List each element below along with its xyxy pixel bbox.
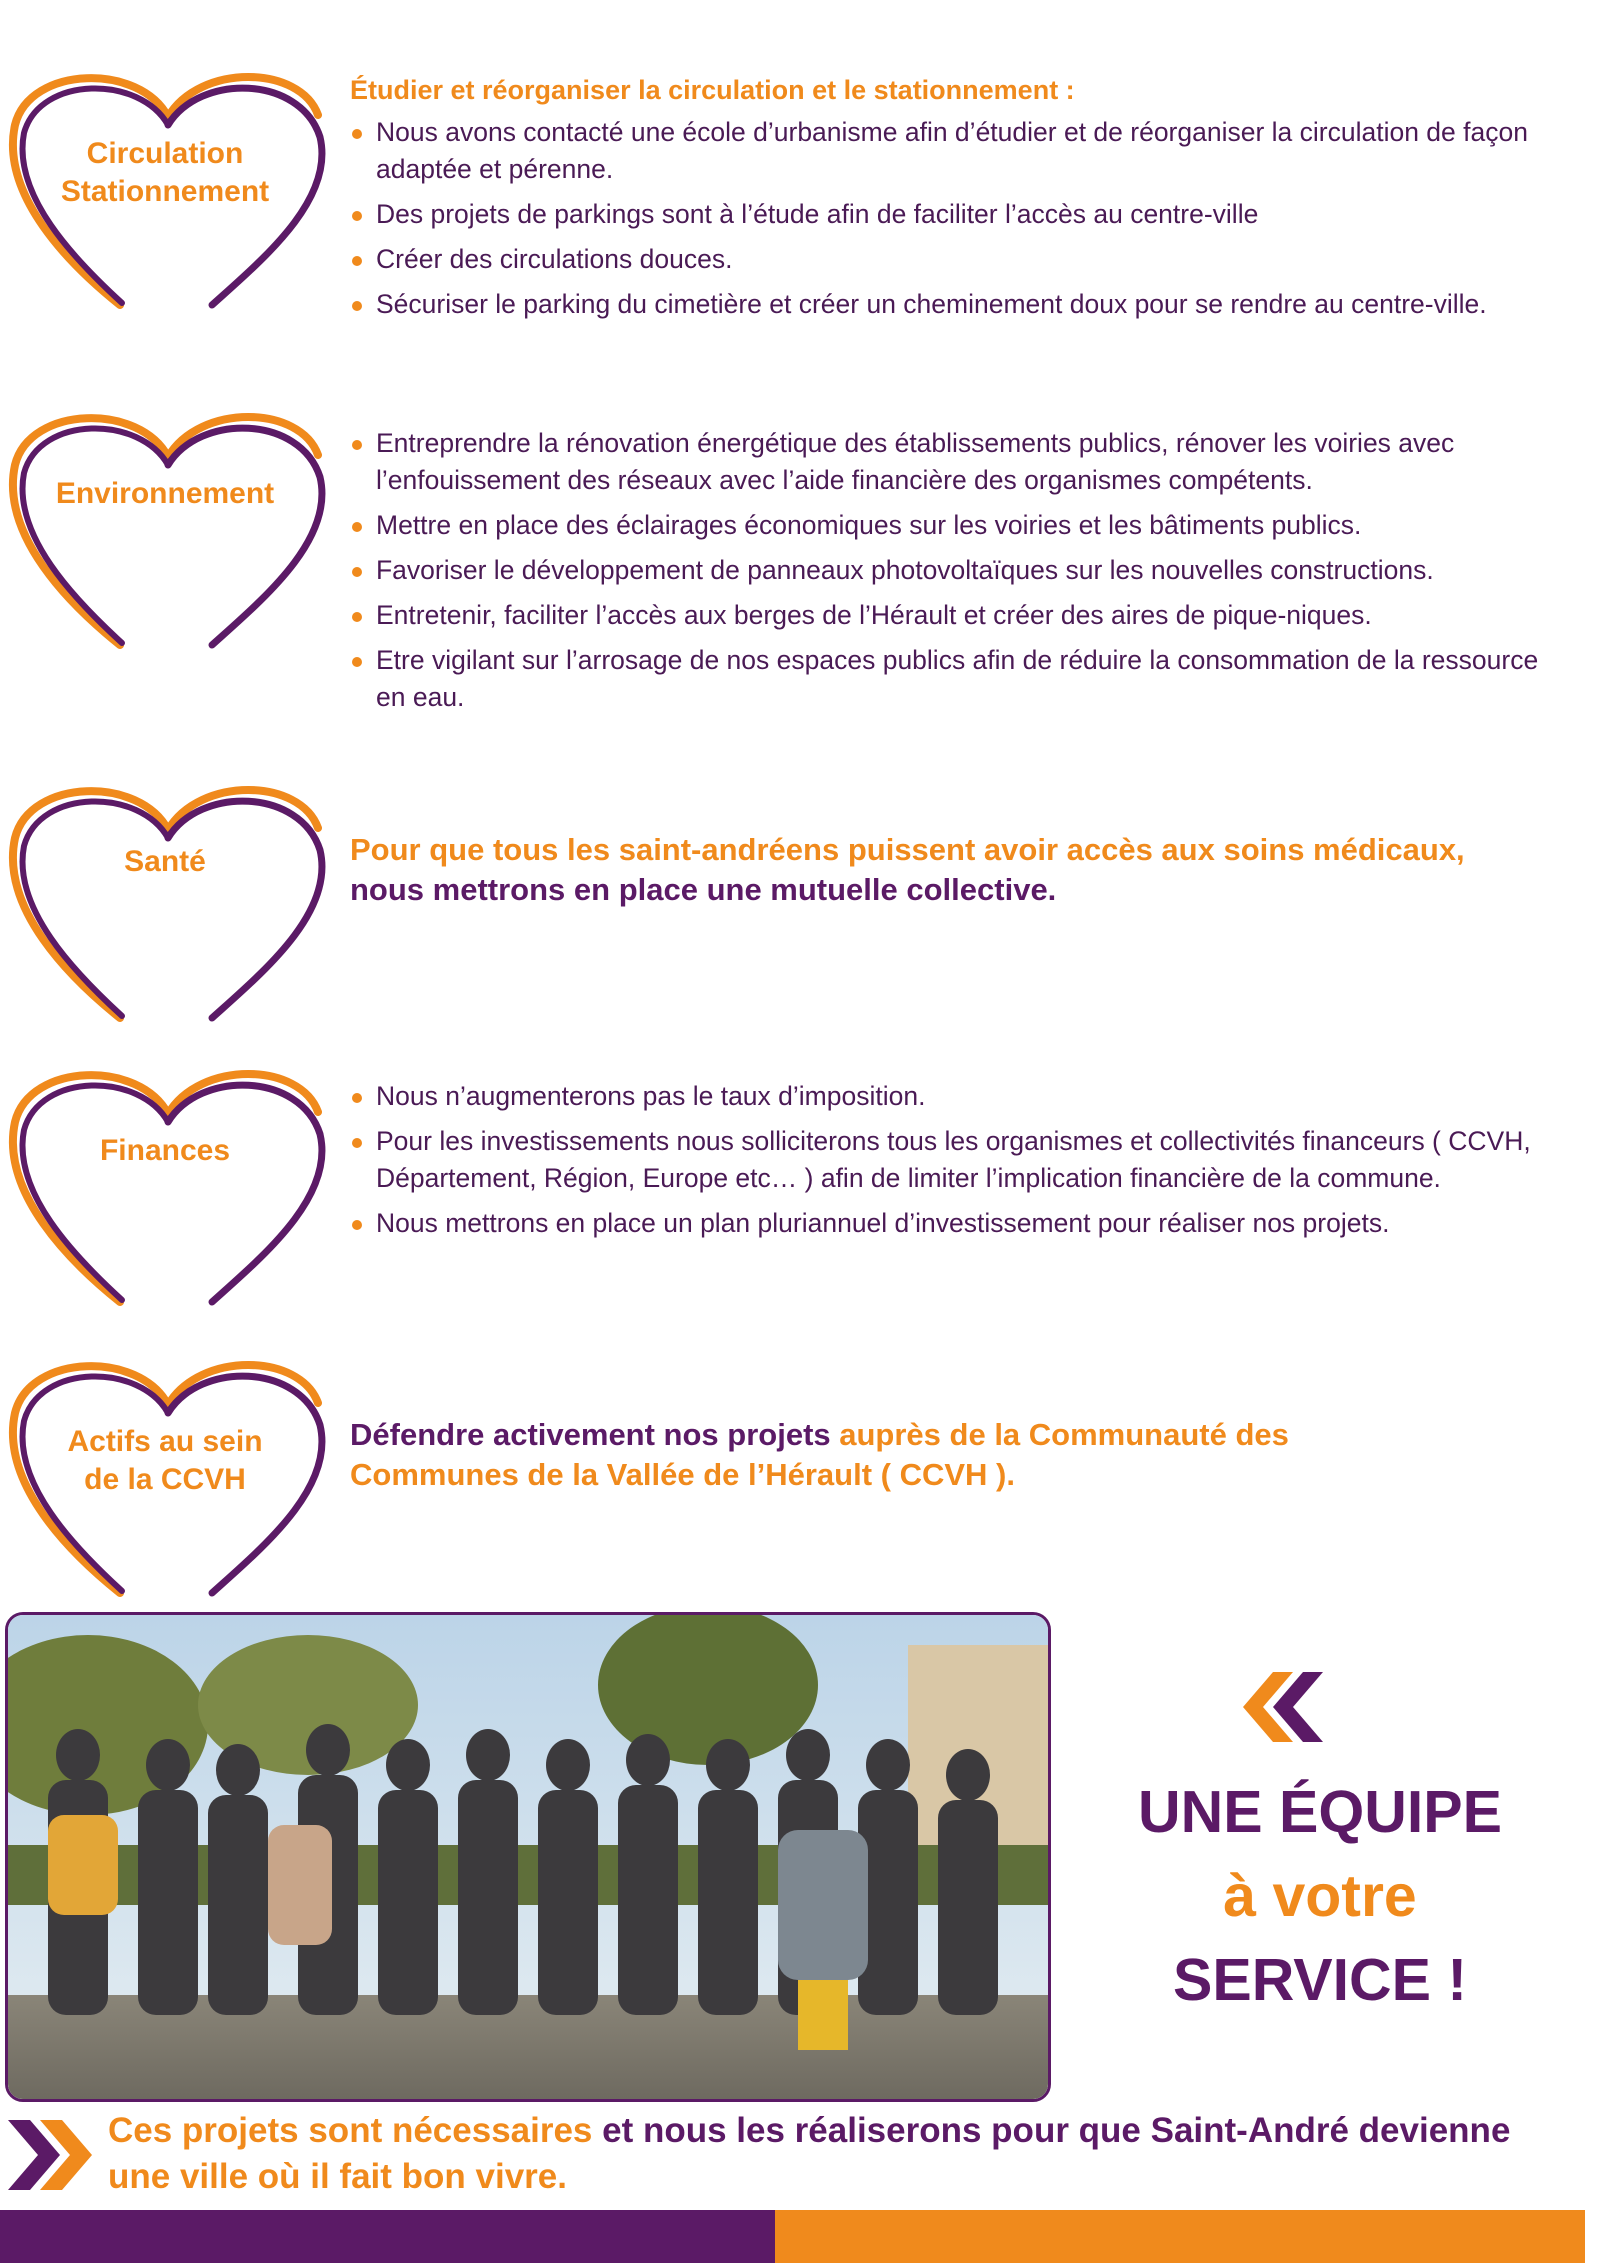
footer-bar-orange [775, 2210, 1585, 2263]
heart-label-line2: Stationnement [60, 175, 270, 208]
list-item: Créer des circulations douces. [350, 241, 1540, 278]
team-photo [5, 1612, 1051, 2102]
heart-icon [0, 55, 335, 315]
list-item: Entretenir, faciliter l’accès aux berges de l’Hérault et créer des aires de pique-niques. [350, 597, 1540, 634]
bullet-list [350, 114, 1540, 323]
footer-part3: une ville où il fait bon vivre. [108, 2157, 567, 2196]
heart-label [10, 1423, 320, 1499]
bullet-list [350, 1078, 1540, 1242]
heart-label-line1: Santé [124, 845, 206, 878]
list-item: Nous mettrons en place un plan pluriannuel d’investissement pour réaliser nos projets. [350, 1205, 1540, 1242]
statement-orange: Pour que tous les saint-andréens puissent avoir accès aux soins médicaux, [350, 832, 1465, 867]
statement-purple: Défendre activement nos projets [350, 1417, 831, 1452]
heart-icon [0, 768, 335, 1028]
list-item: Des projets de parkings sont à l’étude afin de faciliter l’accès au centre-ville [350, 196, 1540, 233]
heart-label [10, 475, 320, 513]
section-statement [350, 830, 1540, 910]
heart-label [10, 1132, 320, 1170]
heart-label-line1: Environnement [55, 477, 275, 510]
team-line1: UNE ÉQUIPE [1138, 1779, 1502, 1845]
list-item: Favoriser le développement de panneaux photovoltaïques sur les nouvelles constructions. [350, 552, 1540, 589]
list-item: Nous avons contacté une école d’urbanisme afin d’étudier et de réorganiser la circulation de façon adaptée et pérenne. [350, 114, 1540, 188]
team-line3: SERVICE ! [1173, 1947, 1467, 2013]
heart-label [10, 843, 320, 881]
heart-label-line1: Actifs au sein [67, 1425, 263, 1458]
heart-label-line2: de la CCVH [84, 1463, 246, 1496]
heart-icon [0, 395, 335, 655]
list-item: Mettre en place des éclairages économiques sur les voiries et les bâtiments publics. [350, 507, 1540, 544]
bullet-list [350, 425, 1540, 716]
list-item: Nous n’augmenterons pas le taux d’imposition. [350, 1078, 1540, 1115]
footer-text [108, 2108, 1548, 2200]
heart-label-line1: Circulation [86, 137, 244, 170]
list-item: Entreprendre la rénovation énergétique des établissements publics, rénover les voiries avec l’enfouissement des réseaux avec l’aide financière des organismes compétents. [350, 425, 1540, 499]
statement-orange: auprès de la Communauté des Communes de la Vallée de l’Hérault ( CCVH ). [350, 1417, 1289, 1492]
section-intro: Étudier et réorganiser la circulation et le stationnement : [350, 75, 1075, 105]
footer-bar-purple [0, 2210, 775, 2263]
team-line2: à votre [1223, 1863, 1417, 1929]
section-statement [350, 1415, 1450, 1495]
double-chevron-right-icon [8, 2120, 98, 2195]
heart-label-line1: Finances [99, 1134, 231, 1167]
footer-part2: et nous les réaliserons pour que Saint-André devienne [592, 2111, 1511, 2150]
list-item: Etre vigilant sur l’arrosage de nos espaces publics afin de réduire la consommation de la ressource en eau. [350, 642, 1540, 716]
footer-part1: Ces projets sont nécessaires [108, 2111, 593, 2150]
heart-label [10, 135, 320, 211]
statement-purple: nous mettrons en place une mutuelle collective. [350, 872, 1057, 907]
heart-icon [0, 1052, 335, 1312]
list-item: Pour les investissements nous solliciterons tous les organismes et collectivités financeurs ( CCVH, Département, Région, Europe etc… ) afin de limiter l’implication financière de la commune. [350, 1123, 1540, 1197]
double-chevron-left-icon [1228, 1672, 1328, 1747]
heart-icon [0, 1343, 335, 1603]
list-item: Sécuriser le parking du cimetière et créer un cheminement doux pour se rendre au centre-ville. [350, 286, 1540, 323]
